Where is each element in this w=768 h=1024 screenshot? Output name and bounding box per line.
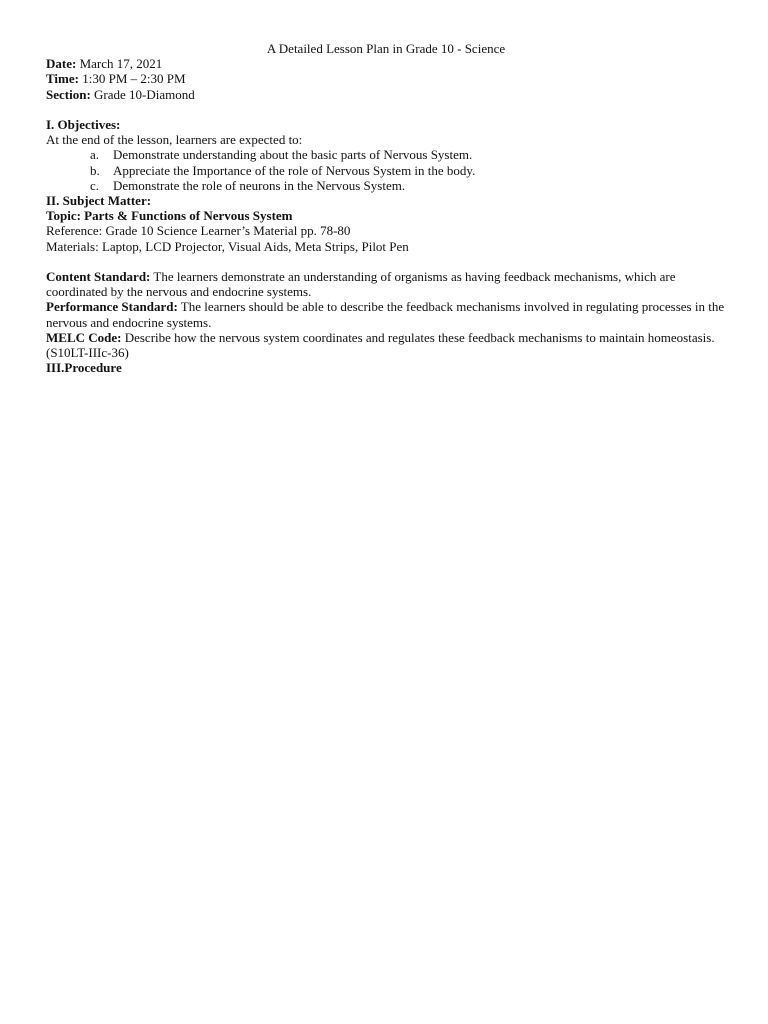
date-value: March 17, 2021 — [79, 56, 163, 72]
document-content — [46, 41, 726, 375]
procedure-heading-text: III.Procedure — [46, 360, 122, 376]
objectives-heading-text: I. Objectives: — [46, 117, 121, 132]
performance-standard-label: Performance Standard: — [46, 299, 178, 315]
objectives-list — [46, 147, 726, 193]
objectives-intro: At the end of the lesson, learners are expected to: — [46, 132, 303, 148]
section-label: Section: — [46, 86, 91, 102]
objective-text: Appreciate the Importance of the role of Nervous System in the body. — [113, 162, 476, 178]
spacer — [46, 254, 726, 269]
objective-text: Demonstrate the role of neurons in the Nervous System. — [113, 177, 406, 193]
objective-item — [46, 147, 726, 162]
subject-matter-heading-text: II. Subject Matter: — [46, 193, 152, 209]
content-standard-text: The learners demonstrate an understanding of organisms as having feedback mechanisms, which are coordinated by the nervous and endocrine systems. — [46, 269, 676, 300]
date-label: Date: — [46, 56, 77, 72]
objective-text: Demonstrate understanding about the basic parts of Nervous System. — [113, 147, 473, 163]
section-value: Grade 10-Diamond — [94, 86, 195, 102]
materials-line: Materials: Laptop, LCD Projector, Visual Aids, Meta Strips, Pilot Pen — [46, 238, 409, 254]
melc-code-text: Describe how the nervous system coordinates and regulates these feedback mechanisms to maintain homeostasis.(S10LT-IIIc-36) — [46, 329, 715, 361]
performance-standard — [46, 299, 726, 329]
subject-matter-heading — [46, 193, 726, 208]
melc-code — [46, 330, 726, 360]
spacer — [46, 102, 726, 117]
objective-marker: a. — [90, 147, 100, 163]
date-line — [46, 56, 726, 71]
reference-line: Reference: Grade 10 Science Learner’s Material pp. 78-80 — [46, 223, 351, 239]
objective-marker: c. — [90, 177, 100, 193]
objective-item — [46, 178, 726, 193]
topic-text: Topic: Parts & Functions of Nervous System — [46, 208, 293, 224]
objectives-heading — [46, 117, 726, 132]
content-standard-label: Content Standard: — [46, 269, 151, 285]
document-title: A Detailed Lesson Plan in Grade 10 - Science — [266, 41, 506, 56]
objective-marker: b. — [90, 162, 100, 178]
time-line — [46, 71, 726, 86]
melc-code-label: MELC Code: — [46, 329, 122, 345]
time-value: 1:30 PM – 2:30 PM — [82, 71, 186, 87]
performance-standard-text: The learners should be able to describe the feedback mechanisms involved in regulating processes in the nervous and endocrine systems. — [46, 299, 725, 330]
topic-line — [46, 208, 726, 223]
content-standard — [46, 269, 726, 299]
section-line — [46, 87, 726, 102]
time-label: Time: — [46, 71, 79, 87]
objective-item — [46, 163, 726, 178]
procedure-heading — [46, 360, 726, 375]
